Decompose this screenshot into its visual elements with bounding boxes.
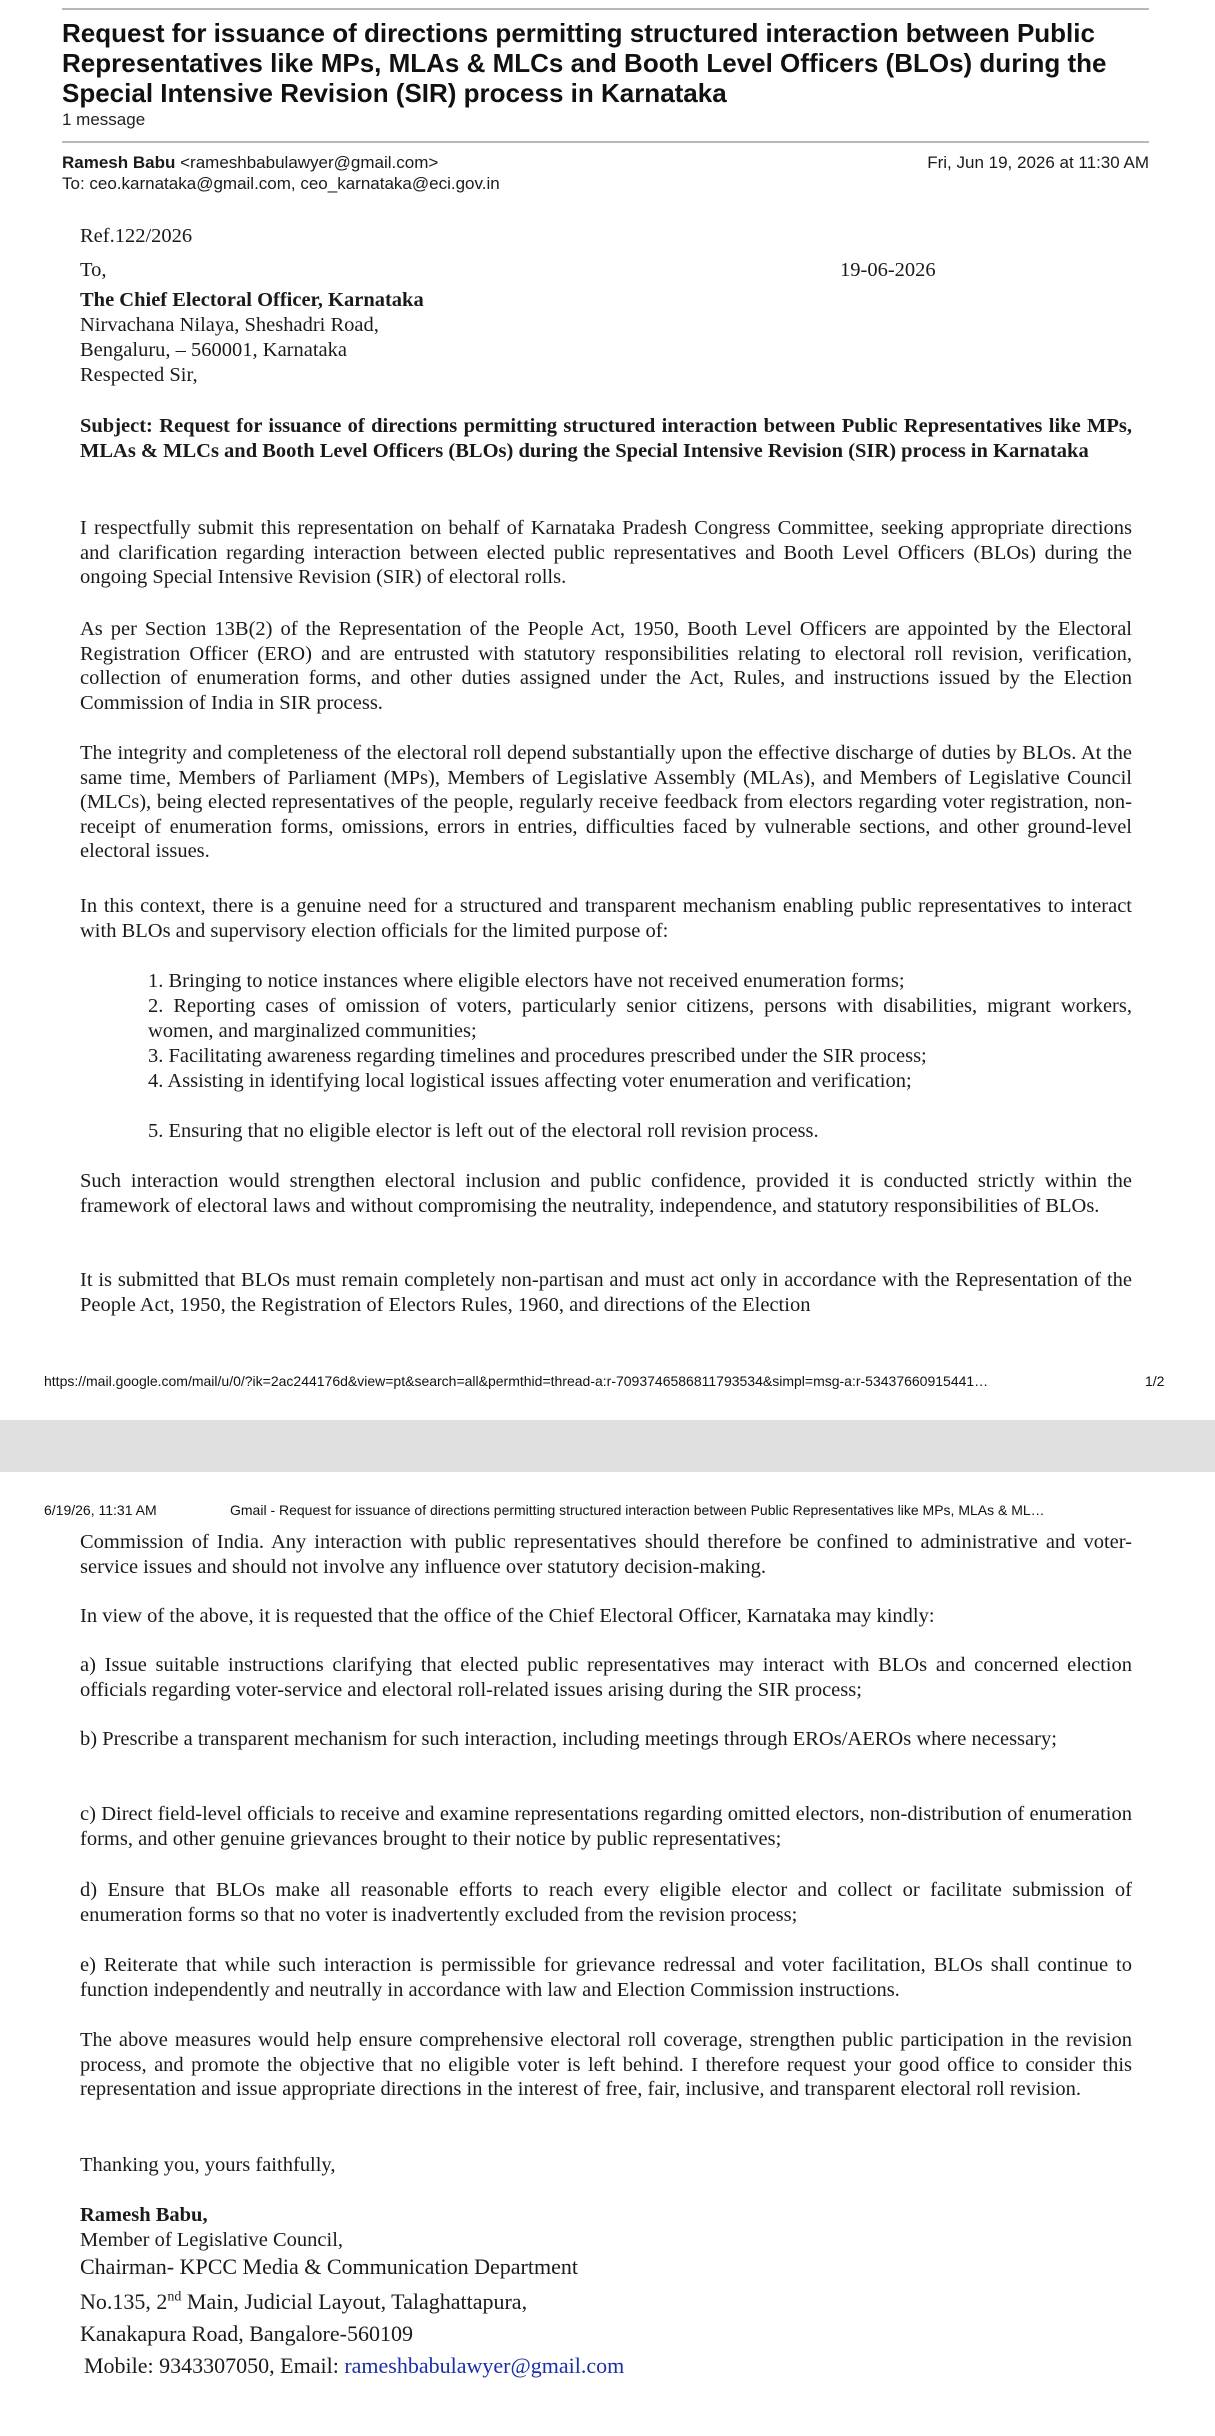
address-line-2: Bengaluru, – 560001, Karnataka xyxy=(80,339,347,361)
request-item-e-text: e) Reiterate that while such interaction is permissible for grievance redressal and voter facilitation, BLOs shall continue to function independently and neutrally in accordance with law and Election Commission instructions. xyxy=(80,1954,1132,2001)
signatory-department: Chairman- KPCC Media & Communication Department xyxy=(80,2254,578,2279)
subject-label: Subject: xyxy=(80,415,153,437)
address-line-1: Nirvachana Nilaya, Sheshadri Road, xyxy=(80,314,379,336)
print-header-datetime: 6/19/26, 11:31 AM xyxy=(44,1502,157,1518)
top-divider xyxy=(62,8,1149,10)
signatory-contact xyxy=(84,2352,624,2380)
to-label: To, xyxy=(80,259,107,281)
request-item-e xyxy=(80,1953,1132,2002)
paragraph-6-continued xyxy=(80,1530,1132,1579)
paragraph-3 xyxy=(80,741,1132,864)
paragraph-6 xyxy=(80,1268,1132,1317)
list-item: 1. Bringing to notice instances where eligible electors have not received enumeration forms; xyxy=(148,970,905,992)
paragraph-1-text: I respectfully submit this representation on behalf of Karnataka Pradesh Congress Committee, seeking appropriate directions and clarification regarding interaction between elected public representatives and Booth Level Officers (BLOs) during the ongoing Special Intensive Revision (SIR) of electoral rolls. xyxy=(80,517,1132,588)
signatory-title: Member of Legislative Council, xyxy=(80,2229,344,2251)
header-divider xyxy=(62,141,1149,143)
print-header-title: Gmail - Request for issuance of directions permitting structured interaction between Public Representatives like MPs, MLAs & ML… xyxy=(230,1502,1045,1518)
paragraph-5 xyxy=(80,1169,1132,1218)
addressee: The Chief Electoral Officer, Karnataka xyxy=(80,289,424,311)
paragraph-2-text: As per Section 13B(2) of the Representation of the People Act, 1950, Booth Level Officers are appointed by the Electoral Registration Officer (ERO) and are entrusted with statutory responsibilities relating to electoral roll revision, verification, collection of enumeration forms, and other duties assigned under the Act, Rules, and instructions issued by the Election Commission of India in SIR process. xyxy=(80,618,1132,714)
closing: Thanking you, yours faithfully, xyxy=(80,2154,336,2176)
paragraph-7-text: In view of the above, it is requested that the office of the Chief Electoral Officer, Karnataka may kindly: xyxy=(80,1605,935,1627)
paragraph-6-text: It is submitted that BLOs must remain completely non-partisan and must act only in accordance with the Representation of the People Act, 1950, the Registration of Electors Rules, 1960, and directions of the Election xyxy=(80,1269,1132,1316)
page-separator xyxy=(0,1420,1215,1472)
request-item-a xyxy=(80,1653,1132,1702)
paragraph-2 xyxy=(80,617,1132,715)
request-item-c xyxy=(80,1802,1132,1851)
request-item-b-text: b) Prescribe a transparent mechanism for such interaction, including meetings through EROs/AEROs where necessary; xyxy=(80,1728,1057,1750)
paragraph-6-continued-text: Commission of India. Any interaction with public representatives should therefore be confined to administrative and voter-service issues and should not involve any influence over statutory decision-making. xyxy=(80,1531,1132,1578)
paragraph-5-text: Such interaction would strengthen electoral inclusion and public confidence, provided it is conducted strictly within the framework of electoral laws and without compromising the neutrality, independence, and statutory responsibilities of BLOs. xyxy=(80,1170,1132,1217)
paragraph-8 xyxy=(80,2028,1132,2102)
email-link[interactable]: rameshbabulawyer@gmail.com xyxy=(344,2353,625,2378)
address-part: No.135, 2 xyxy=(80,2289,168,2314)
list-item: 3. Facilitating awareness regarding timelines and procedures prescribed under the SIR process; xyxy=(148,1045,927,1067)
sender-email: <rameshbabulawyer@gmail.com> xyxy=(180,153,439,172)
request-item-d-text: d) Ensure that BLOs make all reasonable efforts to reach every eligible elector and collect or facilitate submission of enumeration forms so that no voter is inadvertently excluded from the revision process; xyxy=(80,1879,1132,1926)
salutation: Respected Sir, xyxy=(80,364,198,386)
ordinal-suffix: nd xyxy=(167,2289,182,2305)
email-date: Fri, Jun 19, 2026 at 11:30 AM xyxy=(927,153,1149,172)
signatory-name: Ramesh Babu, xyxy=(80,2204,208,2226)
paragraph-7 xyxy=(80,1604,1132,1629)
request-item-a-text: a) Issue suitable instructions clarifying that elected public representatives may interact with BLOs and concerned election officials regarding voter-service and electoral roll-related issues arising during the SIR process; xyxy=(80,1654,1132,1701)
list-item: 5. Ensuring that no eligible elector is left out of the electoral roll revision process. xyxy=(148,1120,819,1142)
signatory-address-2: Kanakapura Road, Bangalore-560109 xyxy=(80,2321,413,2346)
email-subject: Request for issuance of directions permitting structured interaction between Public Representatives like MPs, MLAs & MLCs and Booth Level Officers (BLOs) during the Special Intensive Revision (SIR) process in Karnataka xyxy=(62,18,1107,108)
sender xyxy=(62,153,438,173)
letter-date: 19-06-2026 xyxy=(840,259,936,281)
list-item: 2. Reporting cases of omission of voters, particularly senior citizens, persons with disabilities, migrant workers, women, and marginalized communities; xyxy=(148,995,1132,1042)
sender-name: Ramesh Babu xyxy=(62,153,176,172)
reference-number: Ref.122/2026 xyxy=(80,225,193,247)
recipients: To: ceo.karnataka@gmail.com, ceo_karnataka@eci.gov.in xyxy=(62,174,500,193)
contact-text: Mobile: 9343307050, Email: xyxy=(84,2353,345,2378)
request-item-b xyxy=(80,1727,1132,1752)
print-page-number: 1/2 xyxy=(1145,1373,1165,1389)
print-footer-url: https://mail.google.com/mail/u/0/?ik=2ac244176d&view=pt&search=all&permthid=thread-a:r-7093746586811793534&simpl=msg-a:r-53437660915441… xyxy=(44,1373,989,1389)
subject-text: Request for issuance of directions permitting structured interaction between Public Representatives like MPs, MLAs & MLCs and Booth Level Officers (BLOs) during the Special Intensive Revision (SIR) process in Karnataka xyxy=(80,415,1133,462)
message-count: 1 message xyxy=(62,110,146,129)
paragraph-4-text: In this context, there is a genuine need for a structured and transparent mechanism enabling public representatives to interact with BLOs and supervisory election officials for the limited purpose of: xyxy=(80,895,1132,942)
paragraph-4 xyxy=(80,894,1132,943)
request-item-d xyxy=(80,1878,1132,1927)
paragraph-3-text: The integrity and completeness of the electoral roll depend substantially upon the effective discharge of duties by BLOs. At the same time, Members of Parliament (MPs), Members of Legislative Assembly (MLAs), and Members of Legislative Council (MLCs), being elected representatives of the people, regularly receive feedback from electors regarding voter registration, non-receipt of enumeration forms, omissions, errors in entries, difficulties faced by vulnerable sections, and other ground-level electoral issues. xyxy=(80,742,1132,862)
paragraph-8-text: The above measures would help ensure comprehensive electoral roll coverage, strengthen public participation in the revision process, and promote the objective that no eligible voter is left behind. I therefore request your good office to consider this representation and issue appropriate directions in the interest of free, fair, inclusive, and transparent electoral roll revision. xyxy=(80,2029,1132,2100)
request-item-c-text: c) Direct field-level officials to receive and examine representations regarding omitted electors, non-distribution of enumeration forms, and other genuine grievances brought to their notice by public representatives; xyxy=(80,1803,1132,1850)
signatory-address-1 xyxy=(80,2288,527,2316)
list-item: 4. Assisting in identifying local logistical issues affecting voter enumeration and verification; xyxy=(148,1070,912,1092)
address-part: Main, Judicial Layout, Talaghattapura, xyxy=(181,2289,528,2314)
letter-subject xyxy=(80,414,1132,463)
paragraph-1 xyxy=(80,516,1132,590)
